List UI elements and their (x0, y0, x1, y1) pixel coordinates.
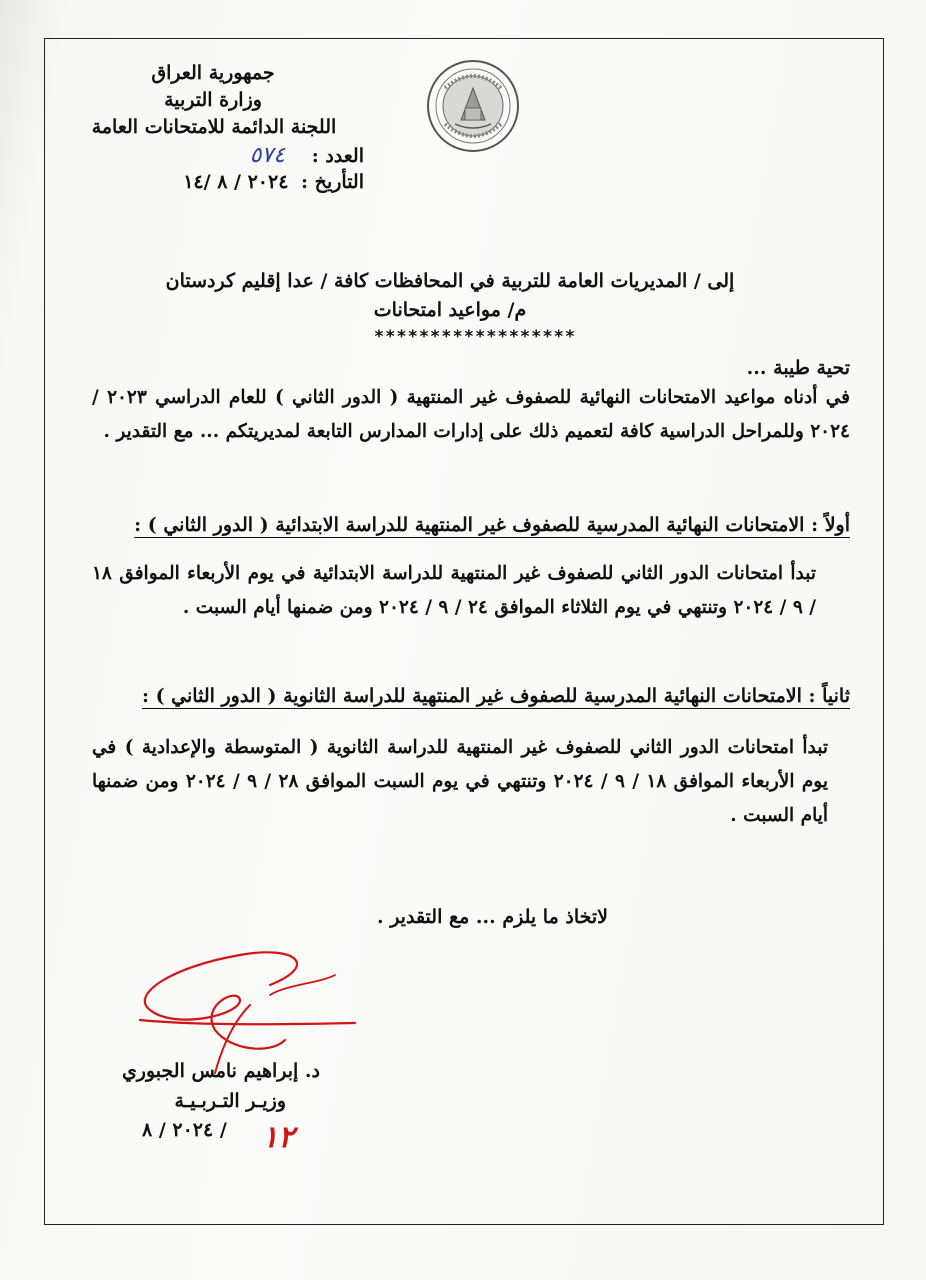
minister-name: د. إبراهيم نامس الجبوري (121, 1060, 320, 1082)
date-value: ٢٠٢٤ / ٨ /١٤ (183, 171, 289, 193)
section2-paragraph: تبدأ امتحانات الدور الثاني للصفوف غير المنتهية للدراسة الثانوية ( المتوسطة والإعدادية ) في يوم الأربعاء الموافق ١٨ / ٩ / ٢٠٢٤ وتنتهي في يوم السبت الموافق ٢٨ / ٩ / ٢٠٢٤ ومن ضمنها أيام السبت . (92, 737, 829, 826)
signature-date-printed: ٢٠٢٤ / ٨ / (142, 1119, 227, 1141)
ministry-seal-icon (425, 58, 521, 154)
header-committee: اللجنة الدائمة للامتحانات العامة (91, 116, 337, 138)
subject-line: م/ مواعيد امتحانات (373, 299, 527, 321)
signature-date-handwritten: ١٢ (262, 1120, 295, 1155)
recipient-line: إلى / المديريات العامة للتربية في المحافظات كافة / عدا إقليم كردستان (165, 270, 735, 292)
header-date-row (183, 171, 364, 193)
section2-heading: ثانياً : الامتحانات النهائية المدرسية للصفوف غير المنتهية للدراسة الثانوية ( الدور الثاني ) : (141, 685, 850, 707)
section1-heading: أولاً : الامتحانات النهائية المدرسية للصفوف غير المنتهية للدراسة الابتدائية ( الدور الثاني ) : (134, 514, 850, 536)
header-ministry: وزارة التربية (164, 89, 262, 111)
number-value-handwritten: ٥٧٤ (249, 143, 286, 168)
intro-paragraph: في أدناه مواعيد الامتحانات النهائية للصفوف غير المنتهية ( الدور الثاني ) للعام الدراسي ٢٠٢٣ / ٢٠٢٤ وللمراحل الدراسية كافة لتعميم ذلك على إدارات المدارس التابعة لمديريتكم ... مع التقدير . (92, 387, 850, 442)
section1-paragraph: تبدأ امتحانات الدور الثاني للصفوف غير المنتهية للدراسة الابتدائية في يوم الأربعاء الموافق ١٨ / ٩ / ٢٠٢٤ وتنتهي في يوم الثلاثاء الموافق ٢٤ / ٩ / ٢٠٢٤ ومن ضمنها أيام السبت . (92, 563, 816, 618)
header-number-row (250, 143, 364, 168)
closing-line: لاتخاذ ما يلزم ... مع التقدير . (376, 906, 608, 928)
header-republic: جمهورية العراق (151, 62, 275, 84)
number-label: العدد : (311, 145, 364, 167)
date-label: التأريخ : (301, 171, 364, 193)
stars-divider: ****************** (373, 327, 577, 347)
greeting: تحية طيبة ... (746, 357, 850, 379)
signature-date-row (142, 1119, 227, 1141)
minister-title: وزيـر التـربـيـة (174, 1090, 286, 1112)
handwritten-signature-icon (120, 945, 360, 1075)
